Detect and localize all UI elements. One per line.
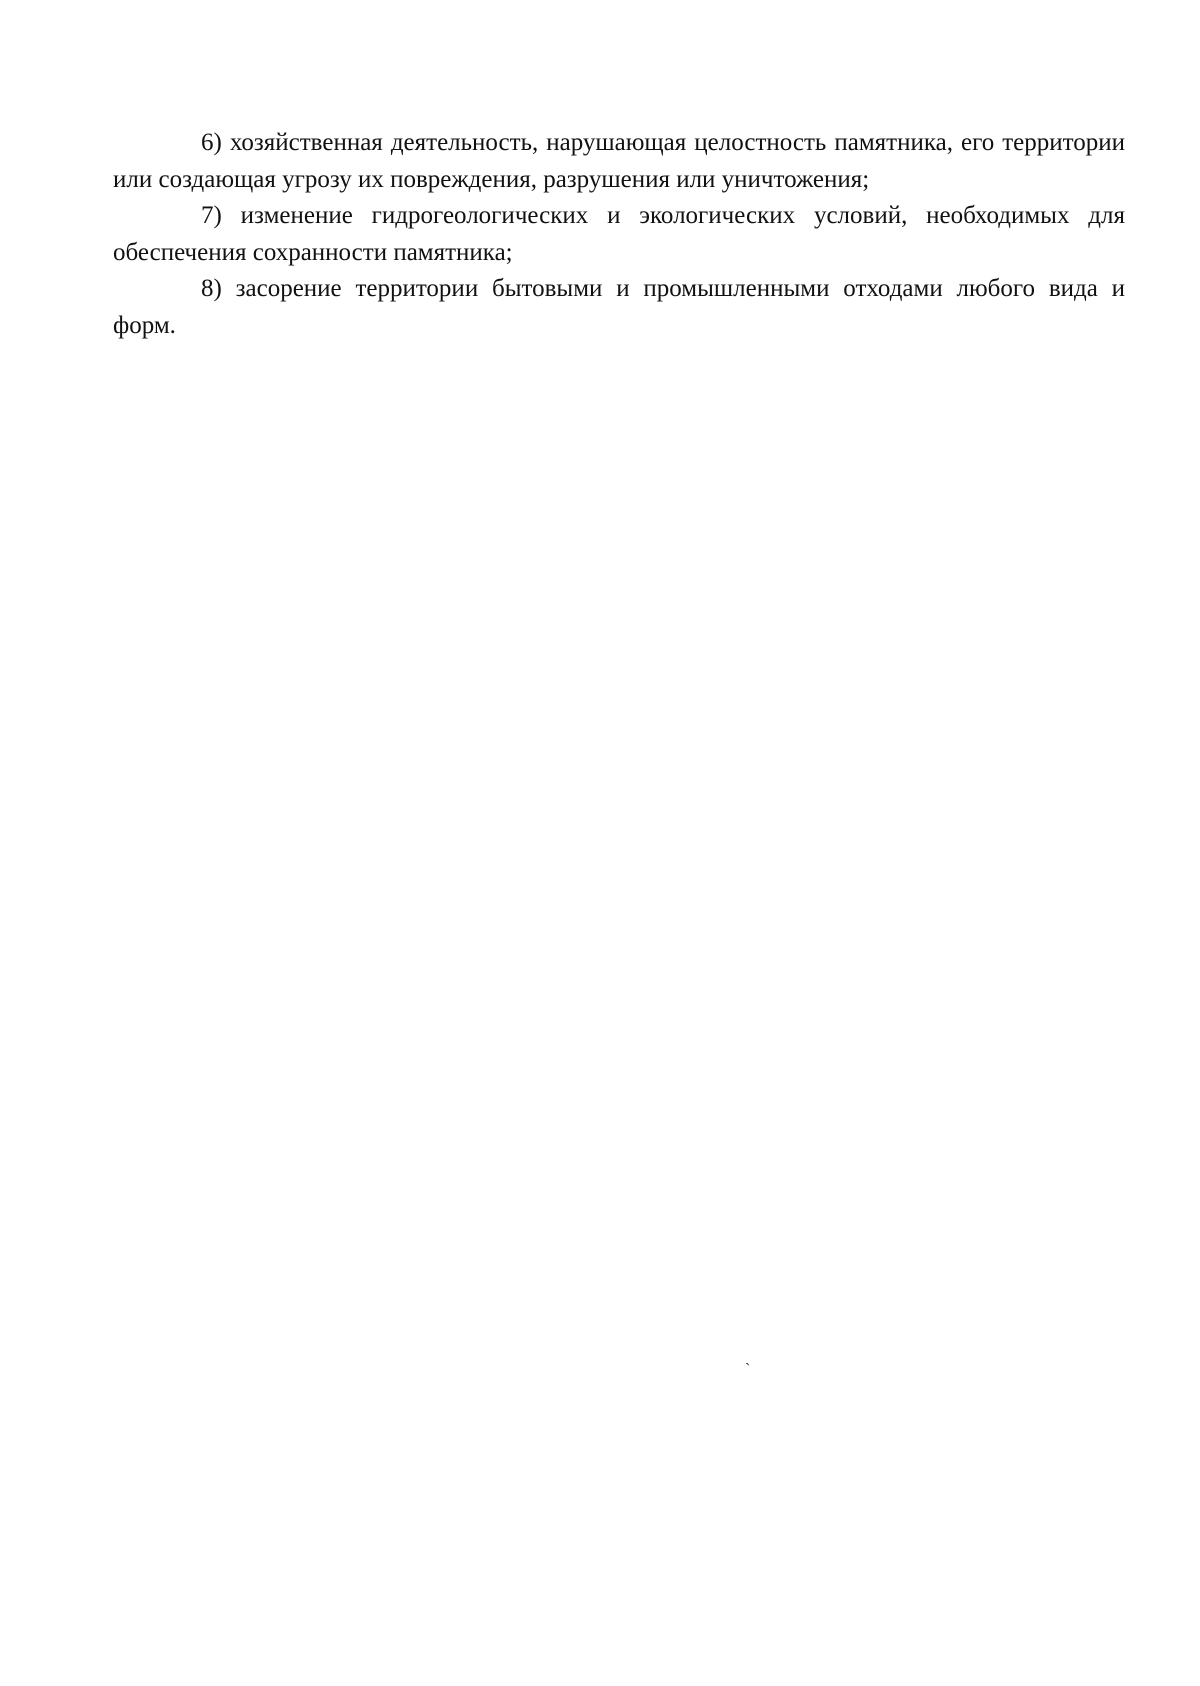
- list-item-6: 6) хозяйственная деятельность, нарушающая целостность памятника, его территории или создающая угрозу их повреждения, разрушения или уничтожения;: [113, 129, 1125, 193]
- list-item-7: 7) изменение гидрогеологических и экологических условий, необходимых для обеспечения сохранности памятника;: [113, 202, 1125, 266]
- list-item-8: 8) засорение территории бытовыми и промышленными отходами любого вида и форм.: [113, 275, 1125, 339]
- document-body: [113, 125, 1125, 344]
- scan-artifact-mark: `: [745, 1361, 751, 1378]
